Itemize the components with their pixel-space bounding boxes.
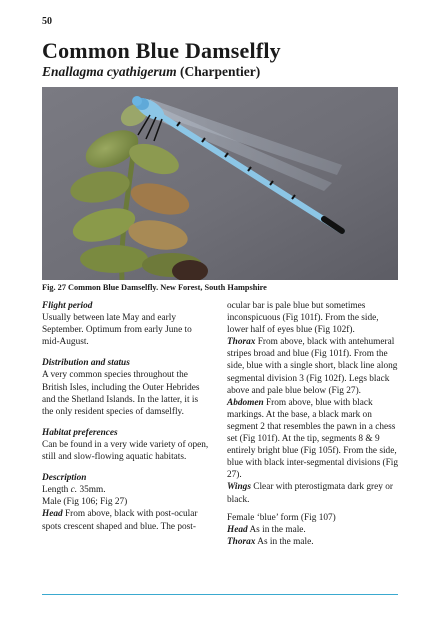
left-column bbox=[42, 300, 210, 533]
thorax-description: From above, black with antehumeral stripes broad and blue (Fig 101f). From the side, blue with a single short, black line along segmental division 3 (Fig 102f). Legs black above and pale blue below (Fig 27). bbox=[227, 337, 398, 396]
abdomen-label: Abdomen bbox=[227, 397, 264, 408]
female-thorax-description: As in the male. bbox=[255, 536, 314, 547]
thorax-label: Thorax bbox=[227, 337, 256, 348]
distribution-heading: Distribution and status bbox=[42, 358, 130, 369]
length-value: 35mm. bbox=[77, 485, 106, 496]
male-text: Male (Fig 106; Fig 27) bbox=[42, 497, 128, 508]
female-thorax-text bbox=[227, 536, 399, 548]
figure-caption: Fig. 27 Common Blue Damselfly. New Forest, South Hampshire bbox=[42, 283, 267, 292]
length-prefix: Length bbox=[42, 485, 71, 496]
page-number: 50 bbox=[42, 16, 52, 27]
abdomen-text bbox=[227, 397, 399, 482]
female-head-label: Head bbox=[227, 524, 248, 535]
length-circa: c. bbox=[70, 485, 78, 496]
length-text bbox=[42, 484, 210, 496]
habitat-text: Can be found in a very wide variety of open, still and slow-flowing aquatic habitats. bbox=[42, 439, 209, 463]
flight-period-text: Usually between late May and early September. Optimum from early June to mid-August. bbox=[42, 313, 192, 348]
distribution-text: A very common species throughout the British Isles, including the Outer Hebrides and the Shetland Islands. In the latter, it is the only resident species of damselfly. bbox=[42, 370, 200, 417]
bottom-rule bbox=[42, 594, 398, 595]
wings-description: Clear with pterostigmata dark grey or black. bbox=[227, 482, 393, 505]
wings-label: Wings bbox=[227, 482, 251, 493]
thorax-text bbox=[227, 336, 399, 396]
wings-text bbox=[227, 481, 399, 505]
male-head-text bbox=[42, 508, 210, 532]
head-continued-text: ocular bar is pale blue but sometimes inconspicuous (Fig 101f). From the side, lower half of eyes blue (Fig 102f). bbox=[227, 301, 379, 336]
flight-period-heading: Flight period bbox=[42, 301, 93, 311]
female-text: Female ‘blue’ form (Fig 107) bbox=[227, 512, 336, 523]
right-column bbox=[227, 300, 399, 548]
species-subtitle bbox=[42, 64, 260, 80]
female-head-text bbox=[227, 524, 399, 536]
species-authority: (Charpentier) bbox=[180, 64, 261, 79]
damselfly-photo bbox=[42, 87, 398, 280]
scientific-name: Enallagma cyathigerum bbox=[42, 64, 177, 79]
head-label: Head bbox=[42, 509, 63, 520]
habitat-heading: Habitat preferences bbox=[42, 427, 118, 438]
abdomen-description: From above, blue with black markings. At the base, a black mark on segment 2 that resembles the pawn in a chess set (Fig 101f). At the tip, segments 8 & 9 entirely bright blue (Fig 105f). From the side, blue with black inter-segmental divisions (Fig 27). bbox=[227, 397, 399, 481]
head-description: From above, black with post-ocular spots crescent shaped and blue. The post- bbox=[42, 509, 198, 532]
female-head-description: As in the male. bbox=[247, 524, 306, 535]
description-heading: Description bbox=[42, 473, 87, 484]
female-thorax-label: Thorax bbox=[227, 536, 256, 547]
page-title: Common Blue Damselfly bbox=[42, 38, 281, 63]
damselfly-illustration bbox=[42, 87, 398, 280]
